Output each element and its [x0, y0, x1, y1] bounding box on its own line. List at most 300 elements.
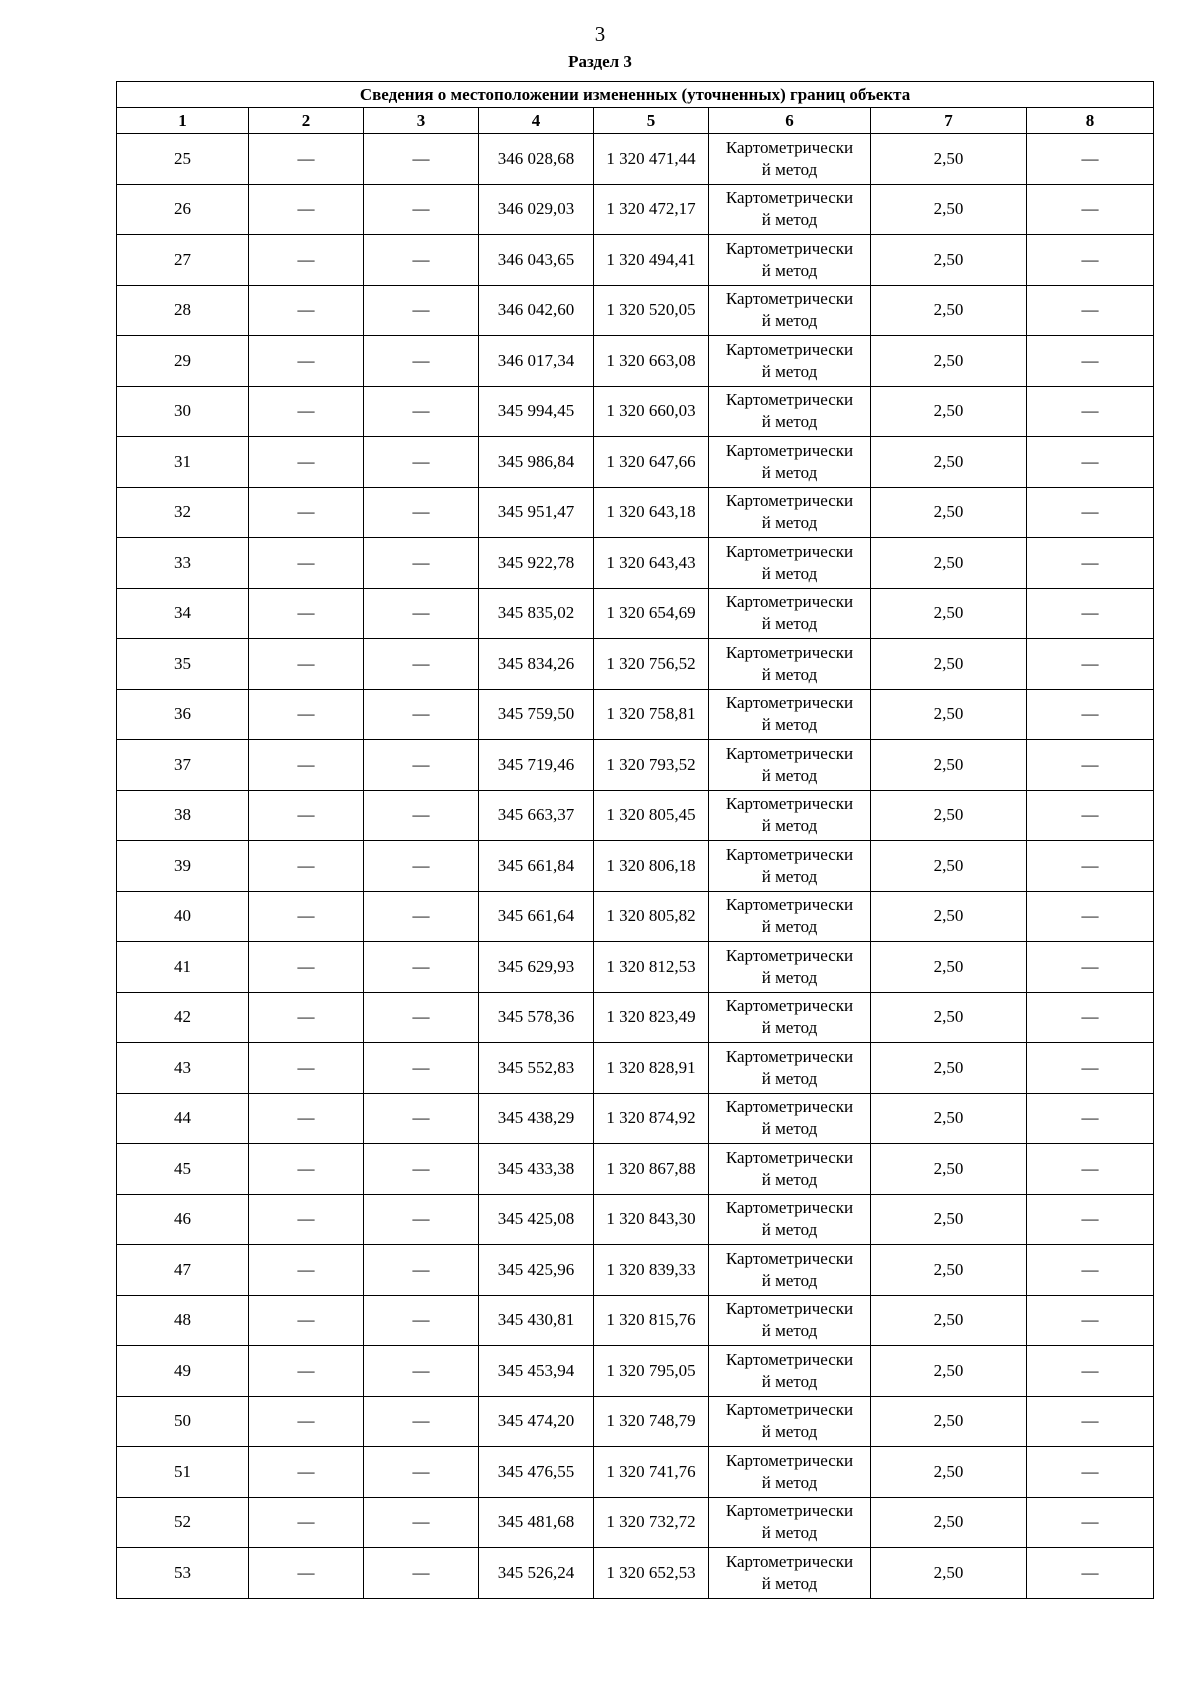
x-coordinate-cell: 345 719,46 [479, 740, 594, 791]
table-body [117, 134, 1154, 1599]
y-coordinate-cell: 1 320 843,30 [594, 1194, 709, 1245]
method-text-line-1: Картометрически [725, 743, 854, 763]
table-row [117, 487, 1154, 538]
method-text-line-1: Картометрически [725, 137, 854, 157]
y-coordinate-cell: 1 320 652,53 [594, 1548, 709, 1599]
table-row [117, 1447, 1154, 1498]
method-cell [709, 386, 871, 437]
table-row [117, 942, 1154, 993]
method-text-line-1: Картометрически [725, 491, 854, 511]
method-cell [709, 285, 871, 336]
method-text-line-1: Картометрически [725, 693, 854, 713]
column-2-cell: — [249, 1548, 364, 1599]
y-coordinate-cell: 1 320 663,08 [594, 336, 709, 387]
method-text-line-2: й метод [761, 1371, 818, 1391]
point-number-cell: 31 [117, 437, 249, 488]
method-cell [709, 437, 871, 488]
method-text-line-2: й метод [761, 361, 818, 381]
accuracy-cell: 2,50 [871, 689, 1027, 740]
column-3-cell: — [364, 1144, 479, 1195]
x-coordinate-cell: 345 663,37 [479, 790, 594, 841]
x-coordinate-cell: 345 951,47 [479, 487, 594, 538]
table-row [117, 538, 1154, 589]
point-number-cell: 27 [117, 235, 249, 286]
point-number-cell: 28 [117, 285, 249, 336]
y-coordinate-cell: 1 320 874,92 [594, 1093, 709, 1144]
method-text-line-2: й метод [761, 967, 818, 987]
column-3-cell: — [364, 386, 479, 437]
y-coordinate-cell: 1 320 828,91 [594, 1043, 709, 1094]
method-text-line-2: й метод [761, 614, 818, 634]
table-row [117, 1396, 1154, 1447]
column-8-cell: — [1027, 790, 1154, 841]
method-cell [709, 1295, 871, 1346]
x-coordinate-cell: 345 453,94 [479, 1346, 594, 1397]
column-3-cell: — [364, 487, 479, 538]
column-3-cell: — [364, 841, 479, 892]
x-coordinate-cell: 345 986,84 [479, 437, 594, 488]
accuracy-cell: 2,50 [871, 1043, 1027, 1094]
method-cell [709, 184, 871, 235]
method-text-line-1: Картометрически [725, 592, 854, 612]
method-cell [709, 992, 871, 1043]
column-8-cell: — [1027, 841, 1154, 892]
column-8-cell: — [1027, 740, 1154, 791]
column-header: 2 [249, 108, 364, 134]
accuracy-cell: 2,50 [871, 184, 1027, 235]
method-text-line-1: Картометрически [725, 1147, 854, 1167]
method-cell [709, 1396, 871, 1447]
column-2-cell: — [249, 942, 364, 993]
method-text-line-1: Картометрически [725, 1450, 854, 1470]
method-text-line-2: й метод [761, 159, 818, 179]
method-cell [709, 841, 871, 892]
table-row [117, 891, 1154, 942]
point-number-cell: 49 [117, 1346, 249, 1397]
column-header: 5 [594, 108, 709, 134]
column-header: 7 [871, 108, 1027, 134]
method-text-line-2: й метод [761, 210, 818, 230]
x-coordinate-cell: 345 481,68 [479, 1497, 594, 1548]
x-coordinate-cell: 345 835,02 [479, 588, 594, 639]
method-text-line-2: й метод [761, 311, 818, 331]
column-3-cell: — [364, 134, 479, 185]
column-2-cell: — [249, 1093, 364, 1144]
x-coordinate-cell: 345 922,78 [479, 538, 594, 589]
table-caption: Сведения о местоположении измененных (уточненных) границ объекта [117, 82, 1154, 108]
column-header: 3 [364, 108, 479, 134]
column-8-cell: — [1027, 1346, 1154, 1397]
column-3-cell: — [364, 336, 479, 387]
method-text-line-2: й метод [761, 1220, 818, 1240]
table-row [117, 336, 1154, 387]
method-text-line-1: Картометрически [725, 996, 854, 1016]
method-text-line-2: й метод [761, 1270, 818, 1290]
method-cell [709, 1497, 871, 1548]
column-3-cell: — [364, 1295, 479, 1346]
method-text-line-1: Картометрически [725, 238, 854, 258]
accuracy-cell: 2,50 [871, 1548, 1027, 1599]
method-text-line-1: Картометрически [725, 188, 854, 208]
y-coordinate-cell: 1 320 823,49 [594, 992, 709, 1043]
accuracy-cell: 2,50 [871, 487, 1027, 538]
method-text-line-1: Картометрически [725, 1046, 854, 1066]
y-coordinate-cell: 1 320 643,43 [594, 538, 709, 589]
method-text-line-2: й метод [761, 1068, 818, 1088]
method-text-line-1: Картометрически [725, 1400, 854, 1420]
x-coordinate-cell: 345 474,20 [479, 1396, 594, 1447]
method-text-line-1: Картометрически [725, 844, 854, 864]
table-row [117, 1295, 1154, 1346]
method-text-line-1: Картометрически [725, 642, 854, 662]
column-8-cell: — [1027, 1396, 1154, 1447]
accuracy-cell: 2,50 [871, 1144, 1027, 1195]
column-2-cell: — [249, 285, 364, 336]
method-cell [709, 740, 871, 791]
y-coordinate-cell: 1 320 795,05 [594, 1346, 709, 1397]
accuracy-cell: 2,50 [871, 437, 1027, 488]
y-coordinate-cell: 1 320 732,72 [594, 1497, 709, 1548]
column-header: 4 [479, 108, 594, 134]
column-2-cell: — [249, 184, 364, 235]
column-3-cell: — [364, 1093, 479, 1144]
point-number-cell: 39 [117, 841, 249, 892]
method-cell [709, 1194, 871, 1245]
table-row [117, 740, 1154, 791]
y-coordinate-cell: 1 320 815,76 [594, 1295, 709, 1346]
column-header: 6 [709, 108, 871, 134]
method-cell [709, 588, 871, 639]
method-cell [709, 639, 871, 690]
column-3-cell: — [364, 1497, 479, 1548]
y-coordinate-cell: 1 320 643,18 [594, 487, 709, 538]
column-2-cell: — [249, 1144, 364, 1195]
method-text-line-2: й метод [761, 715, 818, 735]
y-coordinate-cell: 1 320 793,52 [594, 740, 709, 791]
point-number-cell: 37 [117, 740, 249, 791]
y-coordinate-cell: 1 320 520,05 [594, 285, 709, 336]
column-2-cell: — [249, 1396, 364, 1447]
column-8-cell: — [1027, 992, 1154, 1043]
accuracy-cell: 2,50 [871, 1346, 1027, 1397]
method-text-line-1: Картометрически [725, 339, 854, 359]
method-text-line-1: Картометрически [725, 1501, 854, 1521]
column-2-cell: — [249, 841, 364, 892]
x-coordinate-cell: 345 425,96 [479, 1245, 594, 1296]
accuracy-cell: 2,50 [871, 1245, 1027, 1296]
accuracy-cell: 2,50 [871, 790, 1027, 841]
accuracy-cell: 2,50 [871, 386, 1027, 437]
column-3-cell: — [364, 184, 479, 235]
column-2-cell: — [249, 235, 364, 286]
column-3-cell: — [364, 437, 479, 488]
x-coordinate-cell: 345 661,64 [479, 891, 594, 942]
method-cell [709, 134, 871, 185]
accuracy-cell: 2,50 [871, 942, 1027, 993]
method-cell [709, 1346, 871, 1397]
column-8-cell: — [1027, 689, 1154, 740]
column-8-cell: — [1027, 1447, 1154, 1498]
column-8-cell: — [1027, 1245, 1154, 1296]
method-text-line-2: й метод [761, 664, 818, 684]
point-number-cell: 40 [117, 891, 249, 942]
method-text-line-1: Картометрически [725, 541, 854, 561]
accuracy-cell: 2,50 [871, 538, 1027, 589]
method-cell [709, 1548, 871, 1599]
column-2-cell: — [249, 1346, 364, 1397]
accuracy-cell: 2,50 [871, 639, 1027, 690]
accuracy-cell: 2,50 [871, 1396, 1027, 1447]
point-number-cell: 29 [117, 336, 249, 387]
point-number-cell: 48 [117, 1295, 249, 1346]
accuracy-cell: 2,50 [871, 1194, 1027, 1245]
column-3-cell: — [364, 689, 479, 740]
method-text-line-2: й метод [761, 1523, 818, 1543]
x-coordinate-cell: 345 476,55 [479, 1447, 594, 1498]
method-text-line-1: Картометрически [725, 1299, 854, 1319]
method-text-line-1: Картометрически [725, 895, 854, 915]
table-row [117, 639, 1154, 690]
column-header-row [117, 108, 1154, 134]
x-coordinate-cell: 346 042,60 [479, 285, 594, 336]
point-number-cell: 30 [117, 386, 249, 437]
x-coordinate-cell: 345 433,38 [479, 1144, 594, 1195]
column-8-cell: — [1027, 1144, 1154, 1195]
method-text-line-2: й метод [761, 816, 818, 836]
table-row [117, 1245, 1154, 1296]
accuracy-cell: 2,50 [871, 1497, 1027, 1548]
method-cell [709, 1093, 871, 1144]
point-number-cell: 34 [117, 588, 249, 639]
column-2-cell: — [249, 1295, 364, 1346]
point-number-cell: 47 [117, 1245, 249, 1296]
point-number-cell: 42 [117, 992, 249, 1043]
accuracy-cell: 2,50 [871, 841, 1027, 892]
y-coordinate-cell: 1 320 756,52 [594, 639, 709, 690]
method-text-line-2: й метод [761, 462, 818, 482]
method-text-line-1: Картометрически [725, 440, 854, 460]
point-number-cell: 35 [117, 639, 249, 690]
x-coordinate-cell: 346 029,03 [479, 184, 594, 235]
x-coordinate-cell: 345 438,29 [479, 1093, 594, 1144]
method-cell [709, 790, 871, 841]
x-coordinate-cell: 345 425,08 [479, 1194, 594, 1245]
column-8-cell: — [1027, 942, 1154, 993]
method-text-line-2: й метод [761, 1472, 818, 1492]
column-2-cell: — [249, 1447, 364, 1498]
point-number-cell: 52 [117, 1497, 249, 1548]
x-coordinate-cell: 346 028,68 [479, 134, 594, 185]
accuracy-cell: 2,50 [871, 1447, 1027, 1498]
column-3-cell: — [364, 639, 479, 690]
table-row [117, 1043, 1154, 1094]
column-3-cell: — [364, 942, 479, 993]
method-cell [709, 235, 871, 286]
column-3-cell: — [364, 790, 479, 841]
column-8-cell: — [1027, 538, 1154, 589]
column-8-cell: — [1027, 285, 1154, 336]
column-3-cell: — [364, 1396, 479, 1447]
column-8-cell: — [1027, 891, 1154, 942]
point-number-cell: 36 [117, 689, 249, 740]
accuracy-cell: 2,50 [871, 891, 1027, 942]
method-text-line-1: Картометрически [725, 1551, 854, 1571]
method-cell [709, 689, 871, 740]
table-row [117, 386, 1154, 437]
column-3-cell: — [364, 1245, 479, 1296]
method-cell [709, 1144, 871, 1195]
x-coordinate-cell: 346 017,34 [479, 336, 594, 387]
method-cell [709, 942, 871, 993]
method-text-line-2: й метод [761, 1169, 818, 1189]
column-8-cell: — [1027, 487, 1154, 538]
column-8-cell: — [1027, 588, 1154, 639]
x-coordinate-cell: 345 759,50 [479, 689, 594, 740]
point-number-cell: 45 [117, 1144, 249, 1195]
column-2-cell: — [249, 588, 364, 639]
x-coordinate-cell: 345 834,26 [479, 639, 594, 690]
table-row [117, 1144, 1154, 1195]
table-row [117, 1548, 1154, 1599]
accuracy-cell: 2,50 [871, 336, 1027, 387]
table-row [117, 841, 1154, 892]
section-title: Раздел 3 [568, 52, 632, 71]
method-text-line-1: Картометрически [725, 1349, 854, 1369]
x-coordinate-cell: 345 629,93 [479, 942, 594, 993]
y-coordinate-cell: 1 320 660,03 [594, 386, 709, 437]
table-row [117, 184, 1154, 235]
point-number-cell: 44 [117, 1093, 249, 1144]
method-text-line-1: Картометрически [725, 1198, 854, 1218]
x-coordinate-cell: 345 552,83 [479, 1043, 594, 1094]
column-2-cell: — [249, 891, 364, 942]
method-text-line-1: Картометрически [725, 945, 854, 965]
point-number-cell: 26 [117, 184, 249, 235]
table-row [117, 1194, 1154, 1245]
method-cell [709, 1043, 871, 1094]
column-2-cell: — [249, 639, 364, 690]
column-2-cell: — [249, 134, 364, 185]
column-8-cell: — [1027, 1093, 1154, 1144]
column-8-cell: — [1027, 1043, 1154, 1094]
column-2-cell: — [249, 689, 364, 740]
table-row [117, 689, 1154, 740]
column-8-cell: — [1027, 386, 1154, 437]
column-2-cell: — [249, 992, 364, 1043]
accuracy-cell: 2,50 [871, 992, 1027, 1043]
method-text-line-2: й метод [761, 1321, 818, 1341]
column-3-cell: — [364, 588, 479, 639]
x-coordinate-cell: 346 043,65 [479, 235, 594, 286]
method-cell [709, 891, 871, 942]
column-2-cell: — [249, 487, 364, 538]
column-2-cell: — [249, 790, 364, 841]
column-2-cell: — [249, 1043, 364, 1094]
method-text-line-2: й метод [761, 917, 818, 937]
table-row [117, 588, 1154, 639]
column-8-cell: — [1027, 336, 1154, 387]
y-coordinate-cell: 1 320 758,81 [594, 689, 709, 740]
accuracy-cell: 2,50 [871, 285, 1027, 336]
y-coordinate-cell: 1 320 867,88 [594, 1144, 709, 1195]
column-2-cell: — [249, 1245, 364, 1296]
accuracy-cell: 2,50 [871, 740, 1027, 791]
x-coordinate-cell: 345 994,45 [479, 386, 594, 437]
column-3-cell: — [364, 992, 479, 1043]
column-3-cell: — [364, 891, 479, 942]
table-row [117, 992, 1154, 1043]
method-text-line-2: й метод [761, 1422, 818, 1442]
column-8-cell: — [1027, 184, 1154, 235]
column-8-cell: — [1027, 1497, 1154, 1548]
column-8-cell: — [1027, 235, 1154, 286]
table-row [117, 437, 1154, 488]
method-cell [709, 1447, 871, 1498]
y-coordinate-cell: 1 320 812,53 [594, 942, 709, 993]
method-cell [709, 1245, 871, 1296]
column-3-cell: — [364, 285, 479, 336]
accuracy-cell: 2,50 [871, 134, 1027, 185]
column-2-cell: — [249, 538, 364, 589]
method-text-line-2: й метод [761, 513, 818, 533]
table-row [117, 1346, 1154, 1397]
method-text-line-2: й метод [761, 563, 818, 583]
method-text-line-1: Картометрически [725, 289, 854, 309]
column-2-cell: — [249, 740, 364, 791]
point-number-cell: 51 [117, 1447, 249, 1498]
point-number-cell: 25 [117, 134, 249, 185]
table-row [117, 235, 1154, 286]
y-coordinate-cell: 1 320 494,41 [594, 235, 709, 286]
column-8-cell: — [1027, 1548, 1154, 1599]
y-coordinate-cell: 1 320 839,33 [594, 1245, 709, 1296]
method-text-line-1: Картометрически [725, 1097, 854, 1117]
column-3-cell: — [364, 1346, 479, 1397]
column-header: 1 [117, 108, 249, 134]
boundary-coordinates-table [116, 81, 1154, 1599]
y-coordinate-cell: 1 320 805,82 [594, 891, 709, 942]
point-number-cell: 41 [117, 942, 249, 993]
method-cell [709, 487, 871, 538]
method-text-line-2: й метод [761, 1018, 818, 1038]
accuracy-cell: 2,50 [871, 235, 1027, 286]
x-coordinate-cell: 345 430,81 [479, 1295, 594, 1346]
column-3-cell: — [364, 740, 479, 791]
column-2-cell: — [249, 1194, 364, 1245]
point-number-cell: 32 [117, 487, 249, 538]
column-3-cell: — [364, 1194, 479, 1245]
table-row [117, 1093, 1154, 1144]
column-header: 8 [1027, 108, 1154, 134]
point-number-cell: 50 [117, 1396, 249, 1447]
y-coordinate-cell: 1 320 741,76 [594, 1447, 709, 1498]
y-coordinate-cell: 1 320 472,17 [594, 184, 709, 235]
method-text-line-1: Картометрически [725, 794, 854, 814]
table-row [117, 790, 1154, 841]
y-coordinate-cell: 1 320 471,44 [594, 134, 709, 185]
method-text-line-2: й метод [761, 765, 818, 785]
x-coordinate-cell: 345 578,36 [479, 992, 594, 1043]
accuracy-cell: 2,50 [871, 588, 1027, 639]
method-text-line-2: й метод [761, 412, 818, 432]
page-number: 3 [594, 22, 606, 46]
y-coordinate-cell: 1 320 805,45 [594, 790, 709, 841]
method-text-line-2: й метод [761, 260, 818, 280]
x-coordinate-cell: 345 526,24 [479, 1548, 594, 1599]
column-8-cell: — [1027, 1295, 1154, 1346]
method-cell [709, 538, 871, 589]
column-3-cell: — [364, 538, 479, 589]
